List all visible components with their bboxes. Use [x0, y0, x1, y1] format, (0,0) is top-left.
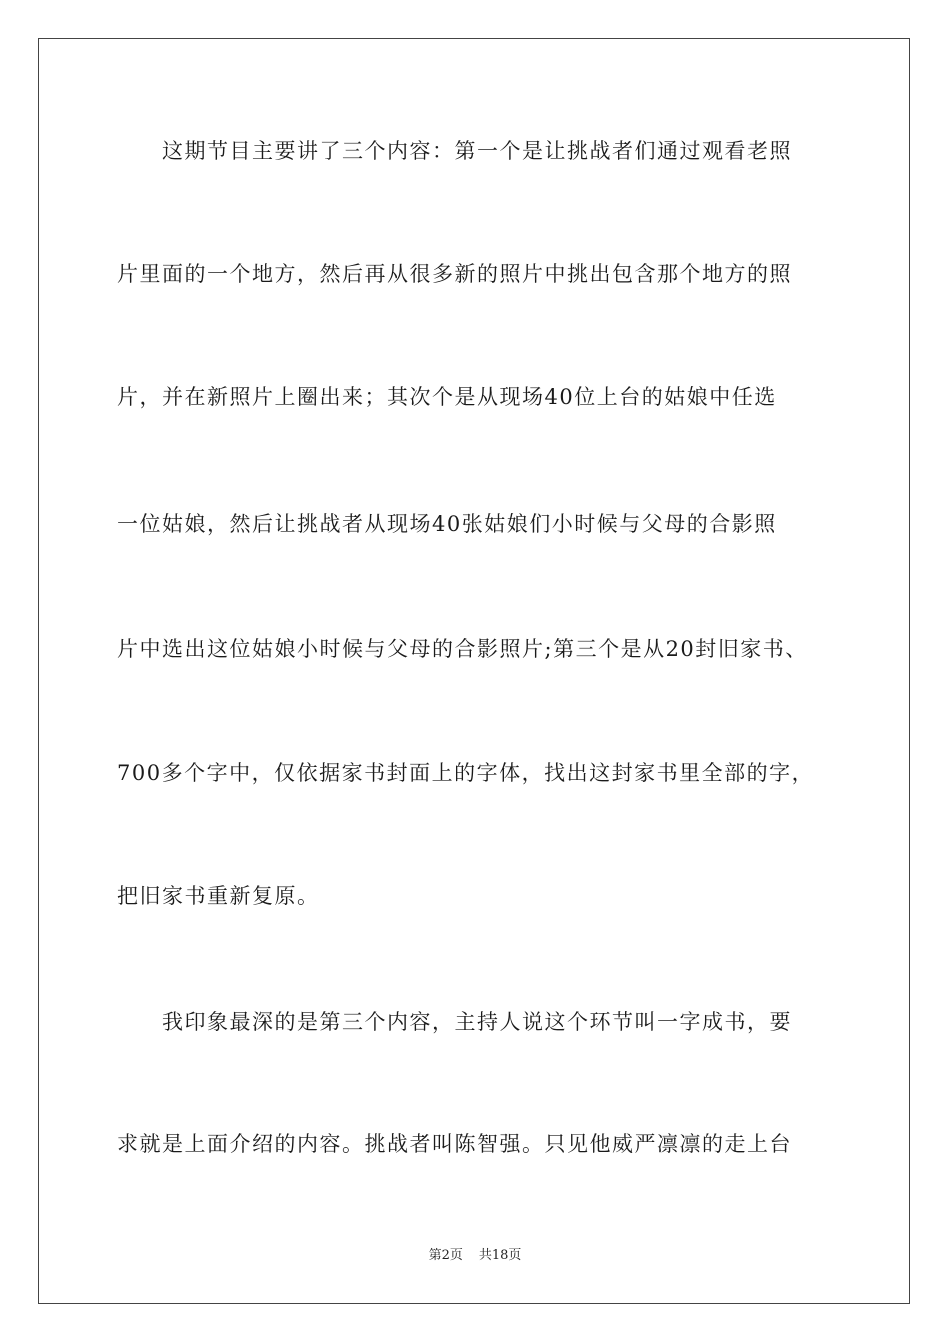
text-line: 求就是上面介绍的内容。挑战者叫陈智强。只见他威严凛凛的走上台 [117, 1132, 792, 1156]
page-number: 第2页 [428, 1248, 463, 1263]
text-line: 我印象最深的是第三个内容，主持人说这个环节叫一字成书，要 [117, 1010, 792, 1034]
text-line: 700多个字中，仅依据家书封面上的字体，找出这封家书里全部的字， [117, 761, 815, 785]
page-footer [0, 1247, 950, 1265]
text-line: 这期节目主要讲了三个内容：第一个是让挑战者们通过观看老照 [117, 139, 792, 163]
text-line: 一位姑娘，然后让挑战者从现场40张姑娘们小时候与父母的合影照 [117, 512, 777, 536]
text-line: 片，并在新照片上圈出来；其次个是从现场40位上台的姑娘中任选 [117, 385, 777, 409]
text-line: 把旧家书重新复原。 [117, 884, 320, 908]
text-line: 片里面的一个地方，然后再从很多新的照片中挑出包含那个地方的照 [117, 262, 792, 286]
page-border [38, 38, 910, 1304]
page-total: 共18页 [478, 1248, 522, 1263]
text-line: 片中选出这位姑娘小时候与父母的合影照片;第三个是从20封旧家书、 [117, 637, 808, 661]
